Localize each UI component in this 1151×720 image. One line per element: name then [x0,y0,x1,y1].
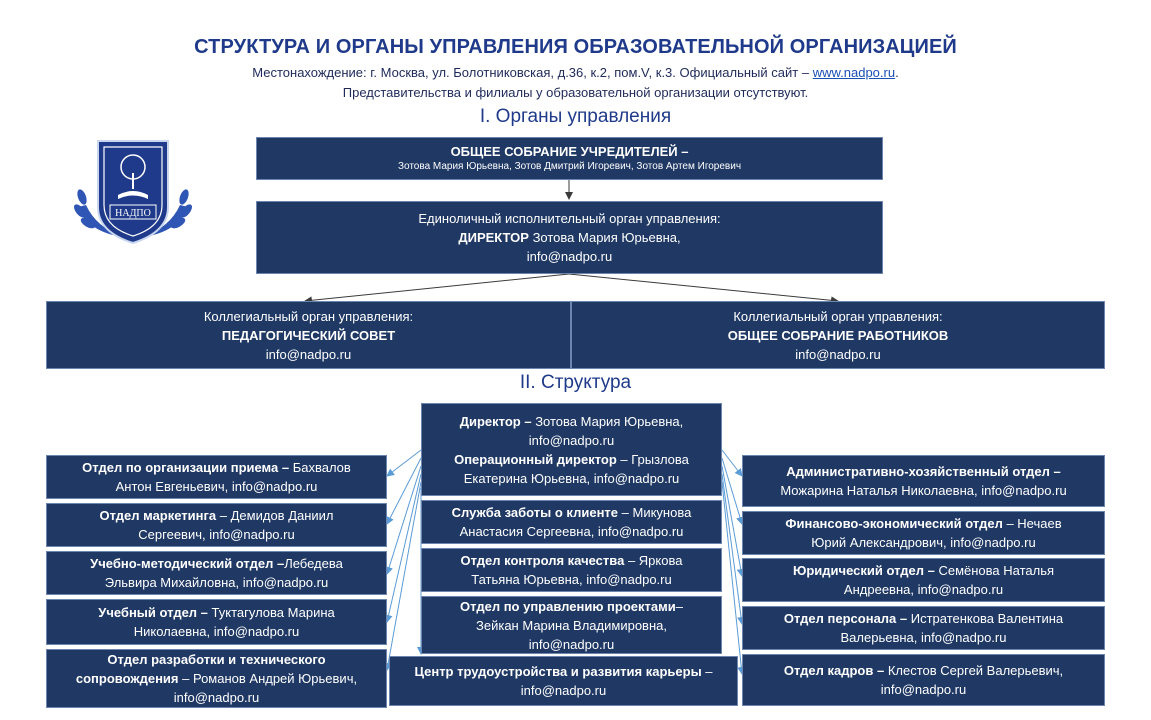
section2-heading: II. Структура [519,372,632,393]
location-text: Местонахождение: г. Москва, ул. Болотниковская, д.36, к.2, пом.V, к.3. Официальный сайт – [252,65,810,80]
left-0-rest1: Бахвалов [289,460,351,475]
right-2-title: Юридический отдел – [792,563,935,578]
center-director-role: Директор – [459,413,532,429]
left-box-4 [46,649,387,708]
left-3-rest1: Туктагулова Марина [207,605,335,620]
center-director-name: Зотова Мария Юрьевна, [531,413,684,429]
right-4-title: Отдел кадров – [783,663,885,678]
career-title: Центр трудоустройства и развития карьеры [414,664,702,679]
right-1-title: Финансово-экономический отдел [785,516,1003,531]
right-box-4 [742,654,1105,706]
left-3-title: Учебный отдел – [98,605,208,620]
founders-members: Зотова Мария Юрьевна, Зотов Дмитрий Игоревич, Зотов Артем Игоревич [397,161,742,172]
right-4-rest1: Клестов Сергей Валерьевич, [884,663,1064,678]
left-2-rest2: Эльвира Михайловна, info@nadpo.ru [104,575,329,590]
location-end: . [895,65,899,80]
opdir-line2: Екатерина Юрьевна, info@nadpo.ru [463,470,680,486]
left-0-rest2: Антон Евгеньевич, info@nadpo.ru [115,479,318,494]
right-4-rest2: info@nadpo.ru [880,682,967,697]
career-box [389,656,738,706]
ped-council-line1: Коллегиальный орган управления: [203,308,414,324]
center-director-email: info@nadpo.ru [528,432,615,448]
director-email: info@nadpo.ru [526,249,613,264]
career-rest2: info@nadpo.ru [520,683,607,698]
left-box-0 [46,455,387,499]
left-2-rest1: Лебедева [284,556,343,571]
branches-note: Представительства и филиалы у образовательной организации отсутствуют. [342,85,809,100]
right-box-3 [742,606,1105,650]
middle-1-rest1: – Яркова [624,553,683,568]
right-3-rest1: Истратенкова Валентина [907,611,1064,626]
founders-box [256,137,883,180]
middle-1-title: Отдел контроля качества [460,553,625,568]
middle-2-rest2: Зейкан Марина Владимировна, [476,617,667,633]
left-0-title: Отдел по организации приема – [82,460,290,475]
left-2-title: Учебно-методический отдел – [90,556,285,571]
middle-box-0 [421,500,722,544]
workers-meeting-box [571,301,1105,369]
left-1-title: Отдел маркетинга [99,508,217,523]
ped-council-title: ПЕДАГОГИЧЕСКИЙ СОВЕТ [221,327,396,343]
ped-council-box [46,301,571,369]
right-0-title: Административно-хозяйственный отдел – [786,464,1061,479]
director-name: Зотова Мария Юрьевна, [528,230,681,245]
director-box [256,201,883,274]
left-4-rest2: info@nadpo.ru [173,690,260,705]
left-box-2 [46,551,387,595]
ped-council-email: info@nadpo.ru [265,346,352,362]
middle-0-rest2: Анастасия Сергеевна, info@nadpo.ru [459,524,684,539]
left-3-rest2: Николаевна, info@nadpo.ru [133,624,300,639]
right-0-rest2: Можарина Наталья Николаевна, info@nadpo.ru [780,483,1067,498]
middle-box-2 [421,596,722,654]
logo-text: НАДПО [115,208,151,219]
workers-meeting-email: info@nadpo.ru [795,346,881,362]
right-box-0 [742,455,1105,507]
nadpo-emblem-icon [68,137,198,247]
right-box-2 [742,558,1105,602]
right-1-rest1: – Нечаев [1002,516,1062,531]
middle-box-1 [421,548,722,592]
right-3-rest2: Валерьевна, info@nadpo.ru [840,630,1007,645]
left-1-rest2: Сергеевич, info@nadpo.ru [138,527,295,542]
middle-0-rest1: – Микунова [618,505,692,520]
middle-2-rest1: – [675,598,683,614]
left-4-title: Отдел разработки и технического [107,652,326,667]
opdir-name: – Грызлова [616,451,689,467]
workers-meeting-title: ОБЩЕЕ СОБРАНИЕ РАБОТНИКОВ [727,327,949,343]
middle-2-rest3: info@nadpo.ru [528,636,615,652]
middle-1-rest2: Татьяна Юрьевна, info@nadpo.ru [471,572,672,587]
left-1-rest1: – Демидов Даниил [216,508,334,523]
right-1-rest2: Юрий Александрович, info@nadpo.ru [811,535,1036,550]
middle-0-title: Служба заботы о клиенте [451,505,619,520]
right-box-1 [742,511,1105,555]
left-box-1 [46,503,387,547]
right-2-rest2: Андреевна, info@nadpo.ru [843,582,1004,597]
founders-title: ОБЩЕЕ СОБРАНИЕ УЧРЕДИТЕЛЕЙ – [450,144,689,159]
location-line [0,65,1151,80]
director-center-box [421,403,722,496]
left-box-3 [46,599,387,645]
left-4-title2: сопровождения [75,671,179,686]
director-line1: Единоличный исполнительный орган управления: [418,211,721,226]
middle-2-title: Отдел по управлению проектами [460,598,676,614]
section1-heading: I. Органы управления [479,106,672,127]
right-2-rest1: Семёнова Наталья [934,563,1055,578]
career-rest1: – [701,664,713,679]
workers-meeting-line1: Коллегиальный орган управления: [733,308,943,324]
page-title: СТРУКТУРА И ОРГАНЫ УПРАВЛЕНИЯ ОБРАЗОВАТЕЛЬНОЙ ОРГАНИЗАЦИЕЙ [194,36,957,58]
right-3-title: Отдел персонала – [783,611,908,626]
site-link[interactable]: www.nadpo.ru [812,65,896,80]
left-4-rest1: – Романов Андрей Юрьевич, [178,671,358,686]
director-role: ДИРЕКТОР [458,230,529,245]
opdir-role: Операционный директор [454,451,617,467]
